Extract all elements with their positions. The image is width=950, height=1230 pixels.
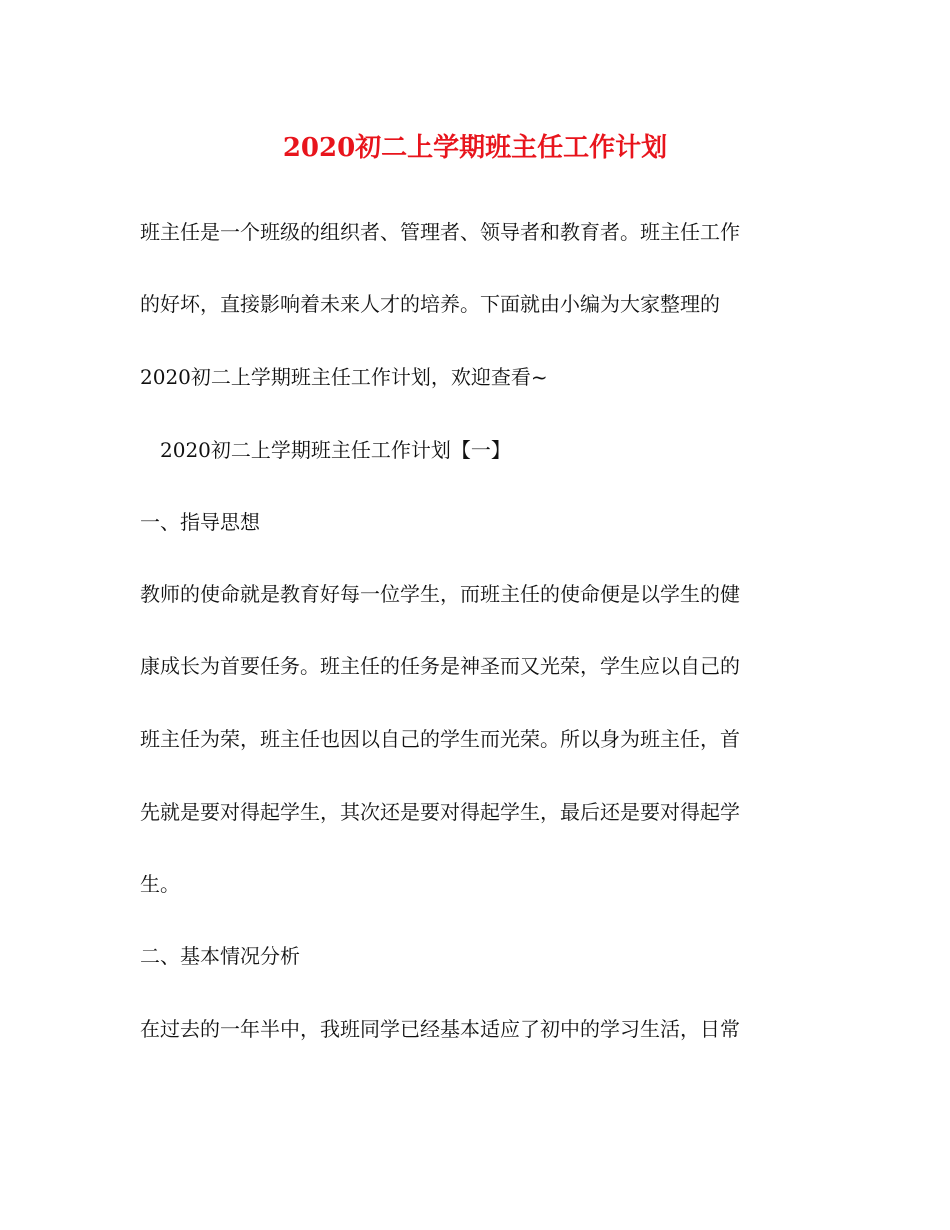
paragraph-line: 教师的使命就是教育好每一位学生，而班主任的使命便是以学生的健 xyxy=(140,582,740,606)
subheading: 二、基本情况分析 xyxy=(140,944,300,968)
paragraph-line: 生。 xyxy=(140,872,180,896)
paragraph-line: 在过去的一年半中，我班同学已经基本适应了初中的学习生活，日常 xyxy=(140,1017,740,1041)
paragraph-line: 的好坏，直接影响着未来人才的培养。下面就由小编为大家整理的 xyxy=(140,292,720,316)
section-heading: 2020初二上学期班主任工作计划【一】 xyxy=(160,438,511,462)
subheading: 一、指导思想 xyxy=(140,510,260,534)
paragraph-line: 康成长为首要任务。班主任的任务是神圣而又光荣，学生应以自己的 xyxy=(140,654,740,678)
paragraph-line: 班主任是一个班级的组织者、管理者、领导者和教育者。班主任工作 xyxy=(140,220,740,244)
paragraph-line: 2020初二上学期班主任工作计划，欢迎查看~ xyxy=(140,365,548,389)
paragraph-line: 班主任为荣，班主任也因以自己的学生而光荣。所以身为班主任，首 xyxy=(140,727,740,751)
paragraph-line: 先就是要对得起学生，其次还是要对得起学生，最后还是要对得起学 xyxy=(140,800,740,824)
document-title: 2020初二上学期班主任工作计划 xyxy=(282,133,668,163)
